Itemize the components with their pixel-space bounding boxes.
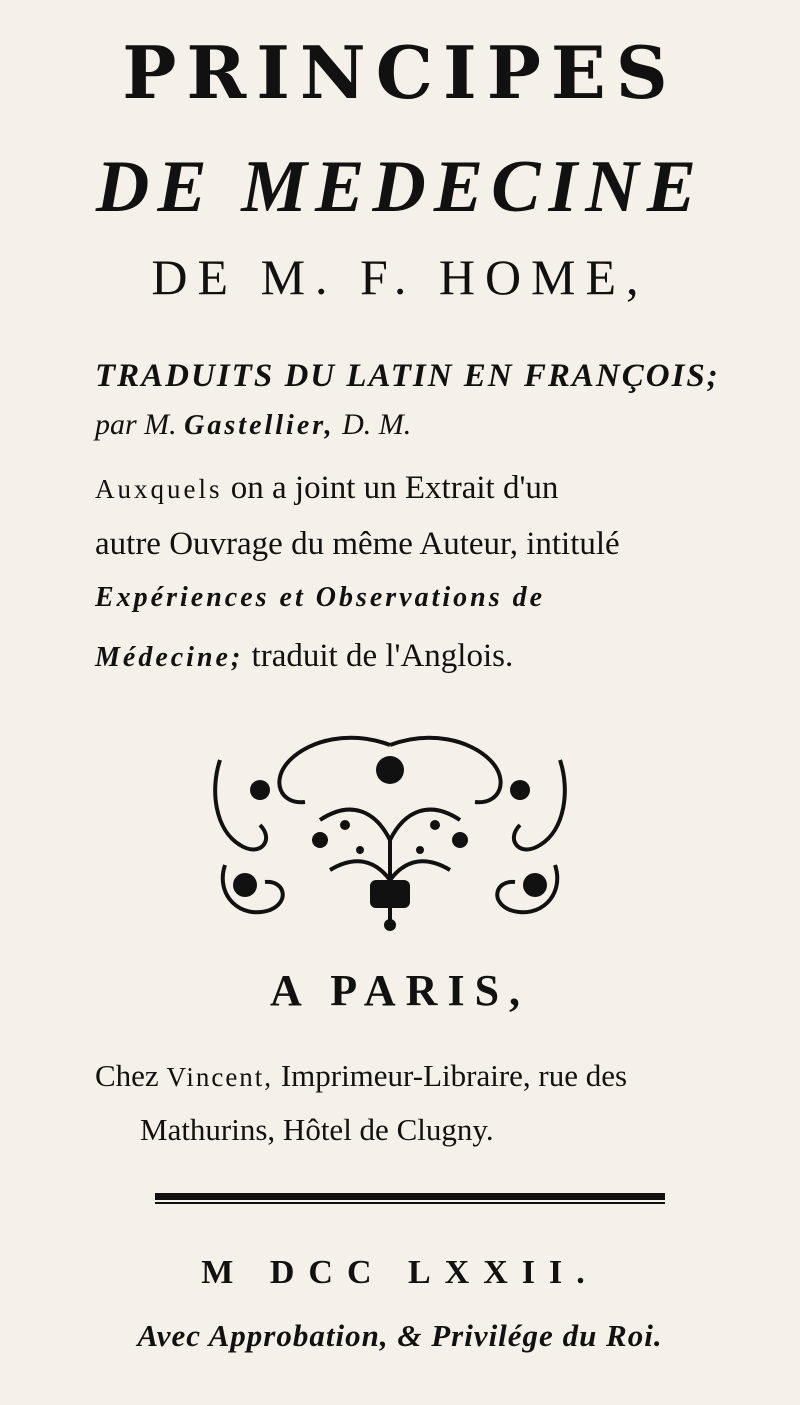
printer-name: Vincent, <box>166 1062 274 1092</box>
title-principes: PRINCIPES <box>122 30 678 115</box>
paragraph-title-end: Médecine; <box>95 642 244 673</box>
publication-year: M DCC LXXII. <box>201 1254 599 1291</box>
translator-suffix: D. M. <box>342 408 412 441</box>
paragraph-line-4-text: traduit de l'Anglois. <box>251 638 514 674</box>
privilege-line: Avec Approbation, & Privilége du Roi. <box>137 1318 663 1353</box>
paragraph-line-3: Expériences et Observations de <box>95 582 546 613</box>
paragraph-line-1 <box>95 470 558 507</box>
author-line: DE M. F. HOME, <box>151 249 649 305</box>
translator-line <box>95 408 411 442</box>
paragraph-line-1-text: on a joint un Extrait d'un <box>230 470 559 506</box>
translation-line: TRADUITS DU LATIN EN FRANÇOIS; <box>95 358 720 394</box>
printers-ornament <box>200 730 580 935</box>
translator-prefix: par M. <box>95 408 177 441</box>
imprint-line-1-text: Imprimeur-Libraire, rue des <box>280 1058 628 1093</box>
paragraph-line-2: autre Ouvrage du même Auteur, intitulé <box>95 526 620 562</box>
place-of-publication: A PARIS, <box>269 966 531 1015</box>
paragraph-first-word: Auxquels <box>95 474 223 504</box>
title-de-medecine: DE MEDECINE <box>95 146 705 228</box>
horizontal-rule <box>155 1193 665 1205</box>
imprint-line-1 <box>95 1058 627 1094</box>
translator-name: Gastellier, <box>184 410 335 441</box>
imprint-prefix: Chez <box>95 1058 159 1093</box>
imprint-line-2: Mathurins, Hôtel de Clugny. <box>140 1112 494 1147</box>
paragraph-line-4 <box>95 638 513 675</box>
